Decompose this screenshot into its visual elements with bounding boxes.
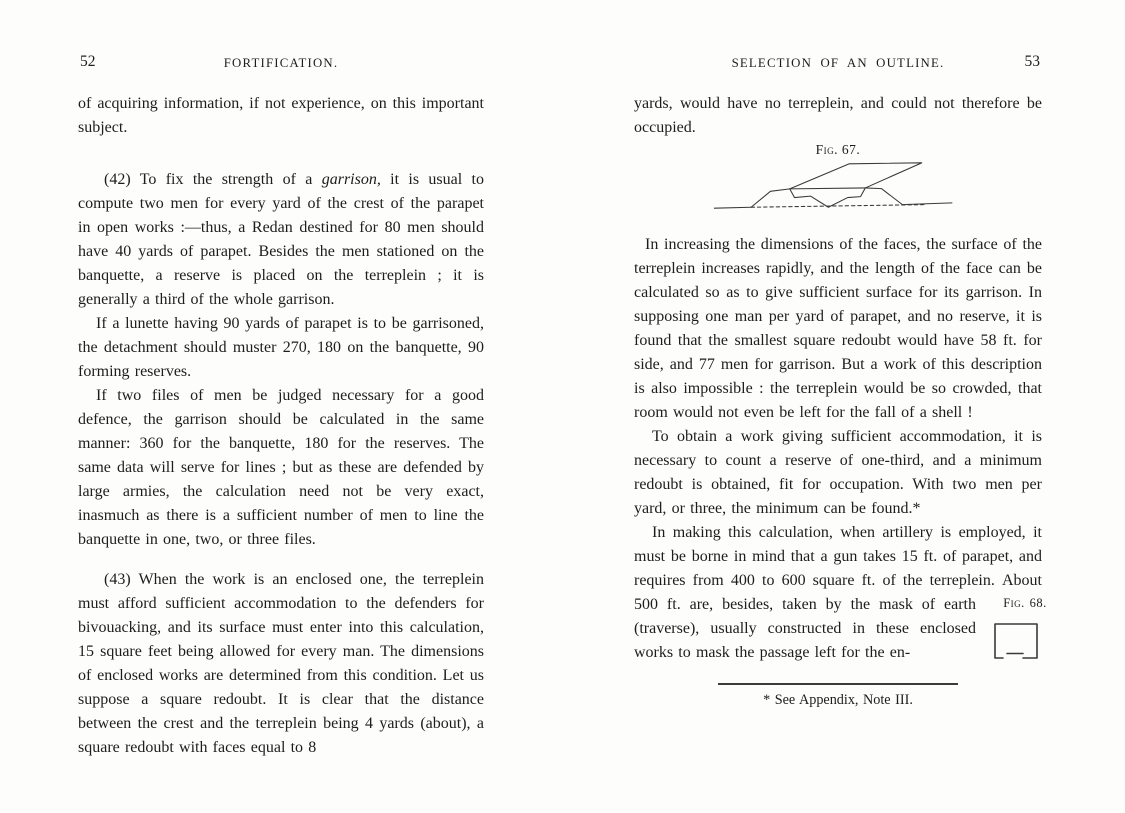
footnote-rule bbox=[718, 683, 958, 685]
running-title-left: FORTIFICATION. bbox=[223, 56, 339, 70]
fig68-caption: Fig. 68. bbox=[1003, 596, 1047, 610]
text-segment: (42) To fix the strength of a bbox=[104, 171, 322, 188]
paragraph-obtain: To obtain a work giving sufficient accommodation, it is necessary to count a reserve of one-third, and a minimum redoubt is obtained, fit for occupation. With two men per yard, or three, the minimum can be found.* bbox=[634, 428, 1042, 517]
figure-67 bbox=[634, 158, 1042, 214]
fig67-caption: Fig. 67. bbox=[815, 142, 861, 157]
paragraph-lunette: If a lunette having 90 yards of parapet is to be garrisoned, the detachment should muster 270, 180 on the banquette, 90 forming reserves. bbox=[78, 315, 484, 380]
page-left bbox=[78, 53, 484, 760]
paragraph-42 bbox=[78, 168, 484, 312]
fig68-redoubt-plan-drawing bbox=[992, 621, 1040, 663]
italic-term-garrison: garrison, bbox=[321, 171, 381, 188]
footnote-text: * See Appendix, Note III. bbox=[763, 692, 913, 708]
text-segment: About 500 ft. are, besides, taken by the mask of earth (traverse), usually constructed in these enclosed works to mask the passage left for the en- bbox=[634, 572, 1042, 661]
paragraph-increasing: In increasing the dimensions of the faces, the surface of the terreplein increases rapidly, and the length of the face can be calculated so as to give sufficient surface for its garrison. In supposing one man per yard of parapet, and no reserve, it is found that the smallest square redoubt would have 58 ft. for side, and 77 men for garrison. But a work of this description is also impossible : the terreplein would be so crowded, that room would not even be left for the fall of a shell ! bbox=[634, 236, 1042, 421]
running-title-right: SELECTION OF AN OUTLINE. bbox=[731, 56, 945, 70]
figure-68 bbox=[984, 591, 1048, 663]
paragraph-intro: of acquiring information, if not experience, on this important subject. bbox=[78, 95, 484, 136]
running-head-left bbox=[78, 53, 484, 74]
paragraph-yards: yards, would have no terreplein, and could not therefore be occupied. bbox=[634, 95, 1042, 136]
paragraph-43: (43) When the work is an enclosed one, the terreplein must afford sufficient accommodation to the defenders for bivouacking, and its surface must enter into this calculation, 15 square feet being allowed for every man. The dimensions of enclosed works are determined from this condition. Let us suppose a square redoubt. It is clear that the distance between the crest and the terreplein being 4 yards (about), a square redoubt with faces equal to 8 bbox=[78, 571, 484, 756]
page-number-left: 52 bbox=[80, 53, 96, 70]
paragraph-two-files: If two files of men be judged necessary for a good defence, the garrison should be calculated in the same manner: 360 for the banquette, 180 for the reserves. The same data will serve for lines ; but as these are defended by large armies, the calculation need not be very exact, inasmuch as there is a sufficient number of men to line the banquette in one, two, or three files. bbox=[78, 387, 484, 548]
text-segment: it is usual to compute two men for every yard of the crest of the parapet in open works :—thus, a Redan destined for 80 men should have 40 yards of parapet. Besides the men stationed on the banquette, a reserve is placed on the terreplein ; it is generally a third of the whole garrison. bbox=[78, 171, 484, 308]
page-right bbox=[634, 53, 1047, 709]
paragraph-artillery bbox=[634, 521, 1047, 665]
text-segment: In making this calculation, when artillery is employed, it must be borne in mind that a gun takes 15 ft. of parapet, and requires from 400 to 600 square ft. of the terreplein. bbox=[634, 524, 1042, 589]
running-head-right bbox=[634, 53, 1042, 74]
page-number-right: 53 bbox=[1024, 53, 1040, 70]
fig67-profile-drawing bbox=[698, 158, 978, 214]
